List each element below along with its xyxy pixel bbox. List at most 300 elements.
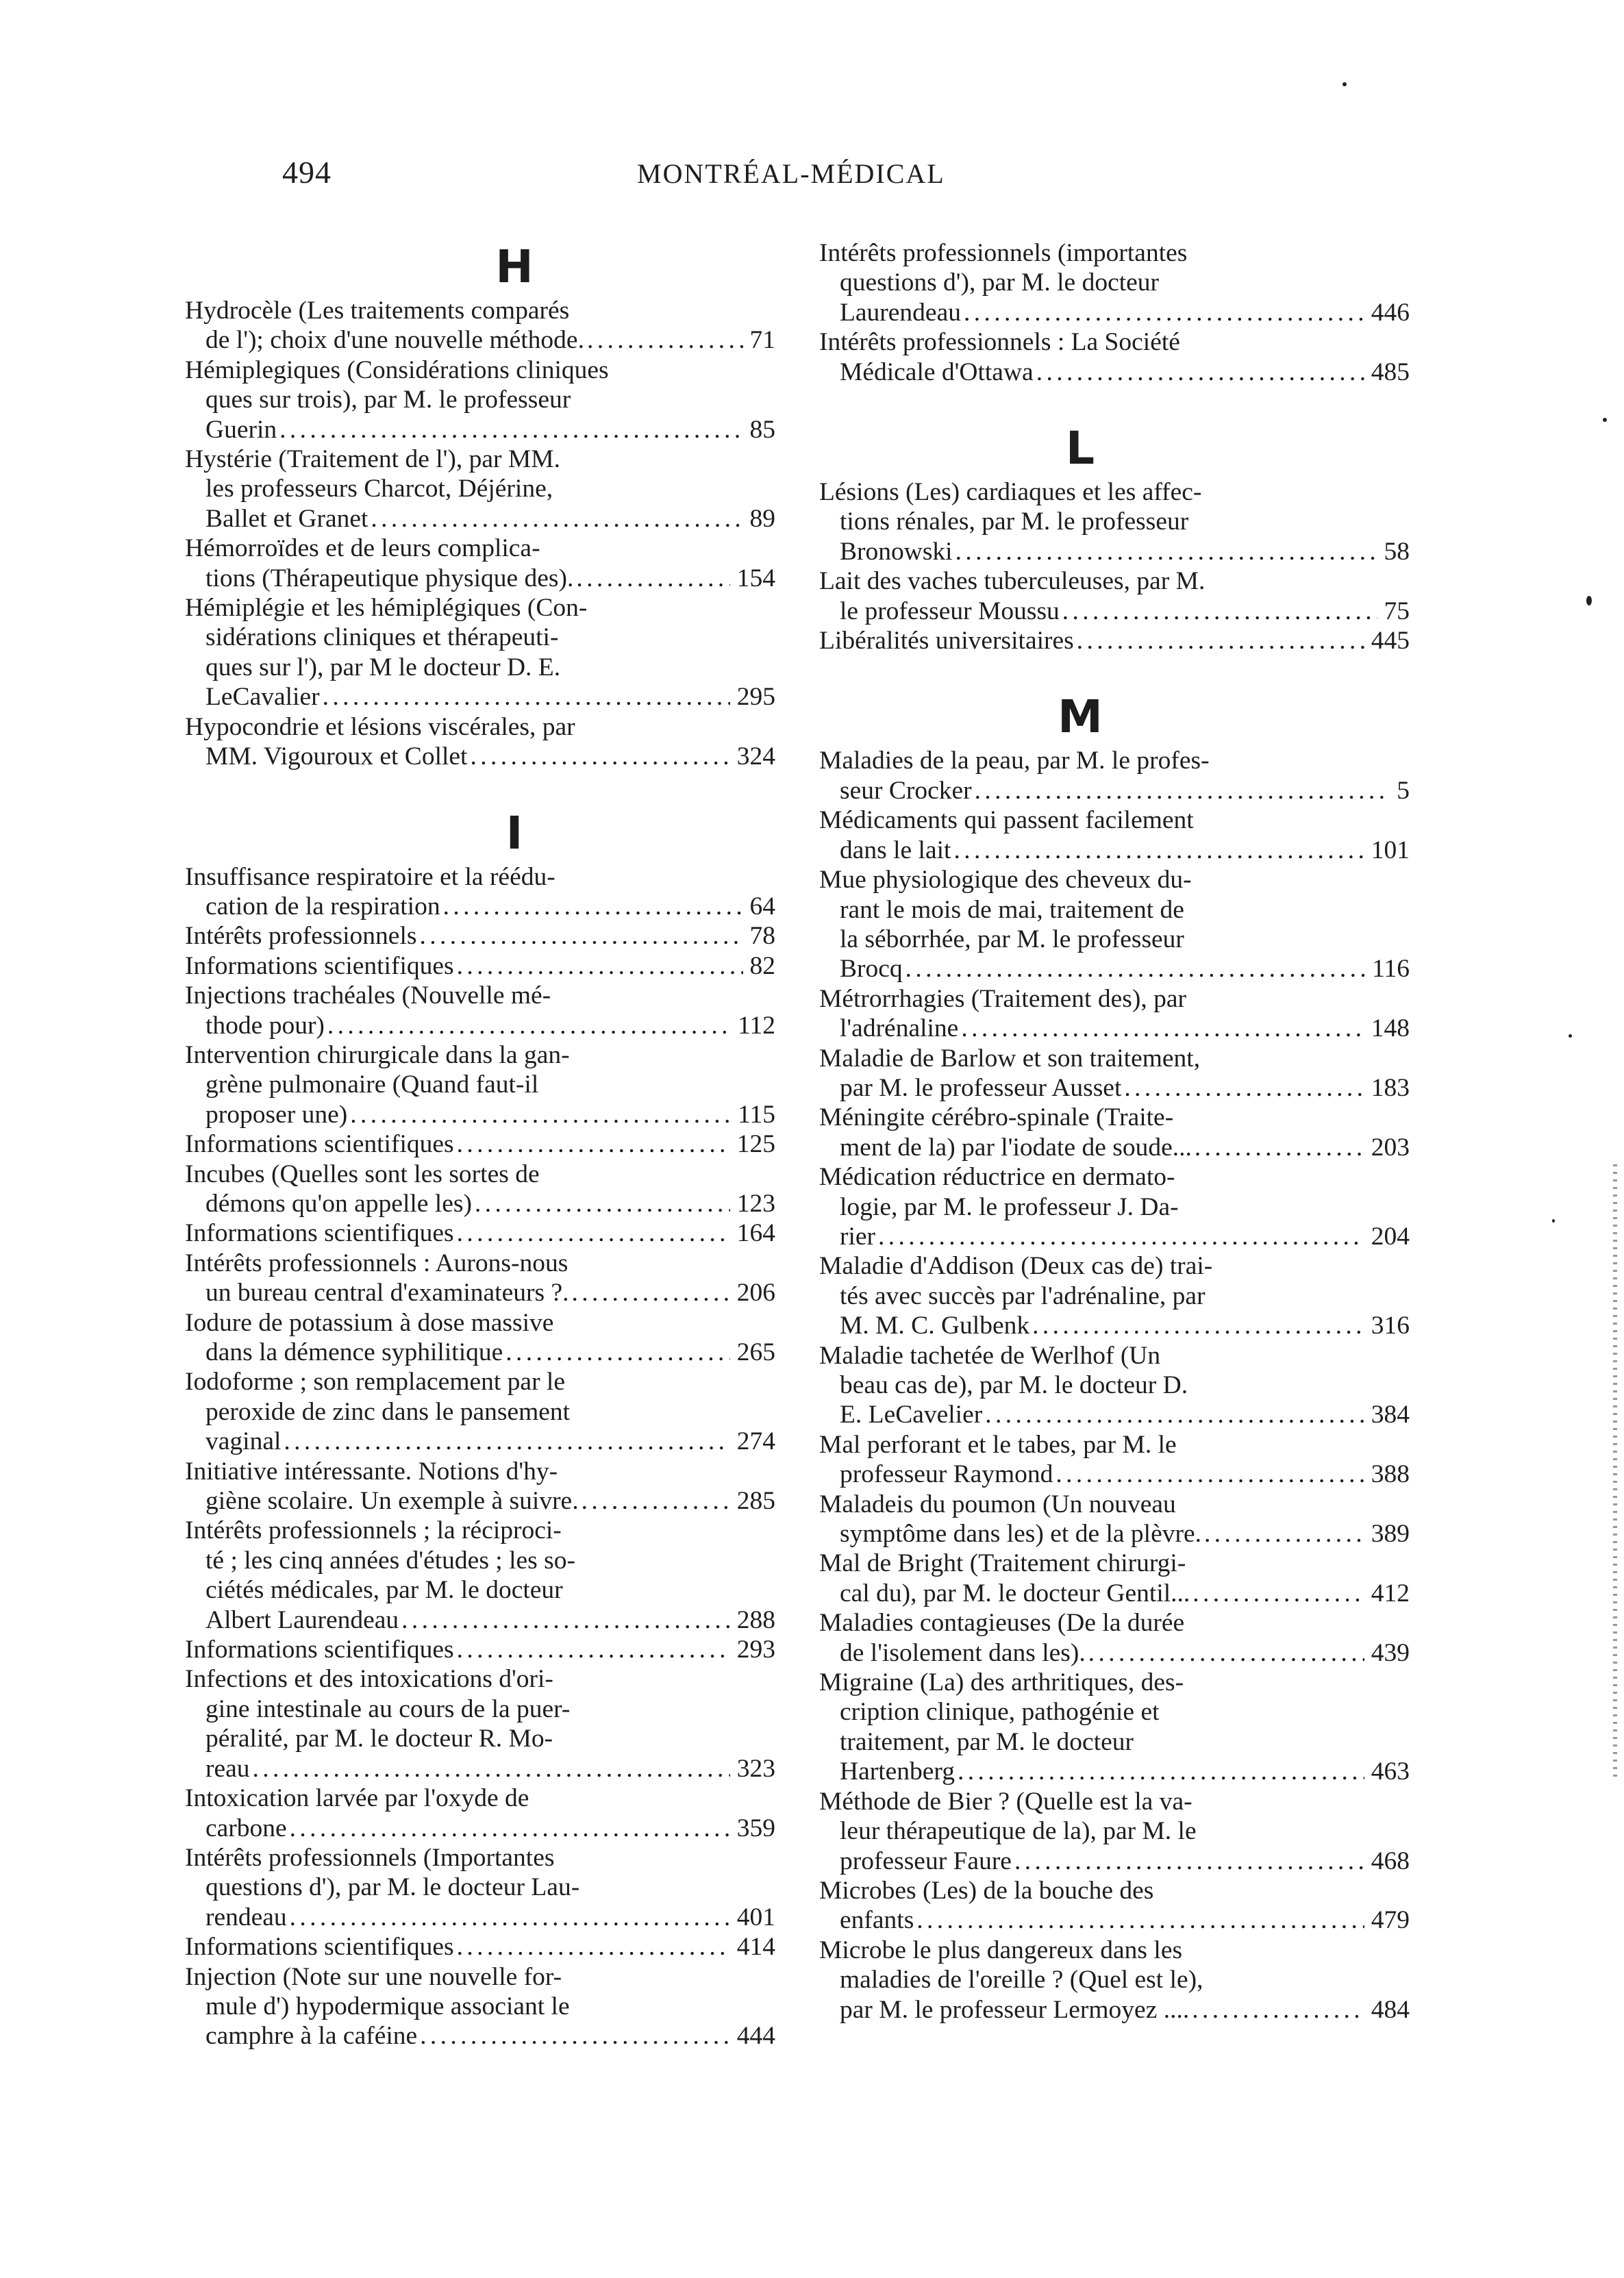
- entry-line: [185, 1516, 775, 1545]
- index-entry: [819, 746, 1410, 805]
- entry-text: E. LeCavelier: [840, 1401, 983, 1429]
- line-fill: [1192, 865, 1410, 894]
- leader-dots: [320, 682, 730, 712]
- index-entry: [185, 1843, 775, 1932]
- line-fill: [1205, 566, 1410, 596]
- entry-text: sidérations cliniques et thérapeuti-: [205, 623, 559, 652]
- entry-text: Intervention chirurgicale dans la gan-: [185, 1040, 570, 1069]
- leader-dots: [417, 2021, 730, 2051]
- entry-line: [185, 682, 775, 712]
- entry-line: [185, 1694, 775, 1724]
- entry-text: questions d'), par M. le docteur Lau-: [205, 1873, 580, 1902]
- index-entry: [185, 1516, 775, 1635]
- entry-line: [185, 1040, 775, 1070]
- entry-text: enfants: [840, 1906, 914, 1935]
- line-fill: [540, 1160, 775, 1189]
- scan-speck: [1586, 596, 1592, 605]
- entry-text: reau: [205, 1754, 250, 1783]
- entry-page-number: 64: [749, 892, 775, 921]
- index-entry: [185, 1932, 775, 1962]
- entry-line: [185, 593, 775, 623]
- entry-line: [185, 1427, 775, 1456]
- entry-line: [819, 1251, 1410, 1281]
- line-fill: [568, 1249, 775, 1278]
- entry-line: [185, 1546, 775, 1575]
- entry-text: dans la démence syphilitique: [205, 1338, 503, 1366]
- entry-line: [819, 1787, 1410, 1816]
- index-entry: [185, 712, 775, 772]
- entry-page-number: 479: [1371, 1906, 1410, 1935]
- entry-page-number: 125: [736, 1130, 775, 1159]
- entry-text: Médicaments qui passent facilement: [819, 806, 1194, 835]
- entry-text: Maladies contagieuses (De la durée: [819, 1609, 1185, 1638]
- line-fill: [1153, 1876, 1410, 1905]
- entry-text: Informations scientifiques: [185, 1933, 454, 1962]
- entry-line: [185, 415, 775, 445]
- entry-line: [819, 1103, 1410, 1132]
- entry-line: [819, 746, 1410, 775]
- entry-line: [185, 1754, 775, 1783]
- entry-line: [819, 984, 1410, 1014]
- entry-line: [819, 1222, 1410, 1251]
- line-fill: [1160, 1697, 1410, 1727]
- index-entry: [819, 805, 1410, 865]
- leader-dots: [325, 1011, 731, 1040]
- entry-line: [185, 623, 775, 652]
- entry-text: mule d') hypodermique associant le: [205, 1992, 570, 2020]
- line-fill: [1175, 1162, 1410, 1192]
- section-letter-l: L: [1065, 422, 1095, 475]
- entry-text: cription clinique, pathogénie et: [840, 1698, 1160, 1727]
- entry-page-number: 323: [736, 1754, 775, 1783]
- entry-text: Maladie de Barlow et son traitement,: [819, 1044, 1201, 1073]
- line-fill: [1194, 805, 1410, 835]
- entry-page-number: 164: [736, 1219, 775, 1248]
- entry-line: [819, 1757, 1410, 1786]
- entry-line: [185, 1962, 775, 1992]
- entry-line: [185, 742, 775, 771]
- entry-line: [819, 1192, 1410, 1222]
- entry-line: [819, 507, 1410, 536]
- line-fill: [570, 1397, 775, 1427]
- entry-line: [819, 566, 1410, 596]
- entry-line: [819, 1341, 1410, 1370]
- line-fill: [1188, 1370, 1410, 1400]
- index-entry: [185, 1249, 775, 1308]
- entry-text: Microbe le plus dangereux dans les: [819, 1936, 1183, 1964]
- entry-line: [185, 325, 775, 355]
- entry-page-number: 274: [736, 1427, 775, 1456]
- entry-text: Mue physiologique des cheveux du-: [819, 866, 1192, 894]
- leader-dots: [368, 504, 742, 534]
- entry-line: [185, 1457, 775, 1486]
- line-fill: [553, 474, 775, 503]
- entry-line: [185, 1249, 775, 1278]
- entry-page-number: 82: [749, 951, 775, 980]
- entry-text: Ballet et Granet: [205, 504, 368, 533]
- section-letter-m: M: [1058, 690, 1103, 744]
- leader-dots: [287, 1903, 730, 1932]
- entry-line: [185, 1992, 775, 2021]
- entry-line: [819, 776, 1410, 805]
- entry-line: [185, 1903, 775, 1932]
- entry-text: leur thérapeutique de la), par M. le: [840, 1817, 1197, 1846]
- entry-line: [819, 597, 1410, 626]
- index-entry: [819, 1787, 1410, 1876]
- index-entry: [185, 1635, 775, 1664]
- entry-text: Brocq: [840, 955, 903, 984]
- entry-line: [819, 1876, 1410, 1905]
- entry-text: Intoxication larvée par l'oxyde de: [185, 1784, 529, 1813]
- entry-text: Informations scientifiques: [185, 1219, 454, 1248]
- entry-text: cation de la respiration: [205, 892, 440, 921]
- entry-text: Hypocondrie et lésions viscérales, par: [185, 712, 575, 741]
- entry-text: Méthode de Bier ? (Quelle est la va-: [819, 1787, 1192, 1816]
- leader-dots: [955, 1757, 1364, 1786]
- entry-line: [185, 1397, 775, 1427]
- entry-line: [185, 862, 775, 892]
- leader-dots: [982, 1400, 1364, 1429]
- entry-text: la séborrhée, par M. le professeur: [840, 925, 1184, 953]
- index-entry: [185, 296, 775, 355]
- entry-text: Albert Laurendeau: [205, 1605, 399, 1634]
- line-fill: [1186, 984, 1410, 1014]
- entry-line: [185, 1278, 775, 1307]
- line-fill: [571, 385, 775, 414]
- entry-page-number: 401: [736, 1903, 775, 1931]
- index-entry: [819, 1876, 1410, 1936]
- index-entry: [819, 1430, 1410, 1490]
- line-fill: [575, 1546, 775, 1575]
- entry-text: par M. le professeur Ausset: [840, 1073, 1122, 1102]
- line-fill: [1197, 1816, 1410, 1846]
- entry-line: [819, 1936, 1410, 1965]
- line-fill: [1184, 1608, 1410, 1638]
- entry-text: ques sur trois), par M. le professeur: [205, 386, 571, 414]
- line-fill: [1176, 1490, 1410, 1519]
- leader-dots: [1192, 1133, 1364, 1162]
- entry-text: les professeurs Charcot, Déjérine,: [205, 475, 553, 503]
- index-entry: [819, 865, 1410, 984]
- index-entry: [185, 1160, 775, 1219]
- line-fill: [1205, 1281, 1410, 1311]
- line-fill: [560, 445, 775, 474]
- index-entry: [819, 1668, 1410, 1787]
- entry-text: giène scolaire. Un exemple à suivre.: [205, 1487, 579, 1516]
- entry-text: Intérêts professionnels : Aurons-nous: [185, 1249, 569, 1277]
- line-fill: [1134, 1727, 1410, 1757]
- entry-line: [819, 1549, 1410, 1578]
- entry-text: Hystérie (Traitement de l'), par MM.: [185, 445, 560, 474]
- entry-line: [819, 1490, 1410, 1519]
- entry-page-number: 388: [1371, 1460, 1410, 1489]
- entry-page-number: 412: [1371, 1579, 1410, 1607]
- entry-line: [185, 1724, 775, 1753]
- line-fill: [1186, 1549, 1410, 1578]
- entry-text: beau cas de), par M. le docteur D.: [840, 1371, 1188, 1399]
- leader-dots: [914, 1905, 1364, 1935]
- line-fill: [1184, 895, 1410, 925]
- line-fill: [540, 534, 775, 563]
- scan-speck: [1569, 1034, 1572, 1038]
- entry-text: Médication réductrice en dermato-: [819, 1163, 1175, 1192]
- entry-line: [819, 1400, 1410, 1429]
- line-fill: [570, 1040, 775, 1070]
- entry-page-number: 316: [1371, 1312, 1410, 1340]
- line-fill: [587, 593, 775, 623]
- entry-line: [819, 1460, 1410, 1489]
- entry-text: Maladeis du poumon (Un nouveau: [819, 1490, 1176, 1518]
- leader-dots: [961, 298, 1364, 327]
- entry-page-number: 463: [1371, 1757, 1410, 1786]
- line-fill: [562, 1962, 775, 1992]
- entry-text: logie, par M. le professeur J. Da-: [840, 1192, 1179, 1221]
- index-entry: [185, 355, 775, 445]
- entry-line: [185, 1783, 775, 1813]
- entry-text: démons qu'on appelle les): [205, 1189, 472, 1218]
- entry-line: [185, 296, 775, 325]
- entry-text: Médicale d'Ottawa: [840, 358, 1034, 386]
- index-entry: [185, 1040, 775, 1129]
- entry-text: Maladie d'Addison (Deux cas de) trai-: [819, 1252, 1213, 1281]
- entry-text: Lait des vaches tuberculeuses, par M.: [819, 567, 1205, 596]
- entry-line: [185, 2021, 775, 2051]
- entry-line: [819, 477, 1410, 507]
- entry-line: [185, 981, 775, 1010]
- entry-text: carbone: [205, 1814, 287, 1842]
- entry-text: Migraine (La) des arthritiques, des-: [819, 1668, 1184, 1697]
- entry-text: camphre à la caféine: [205, 2022, 418, 2051]
- index-entry: [185, 1129, 775, 1159]
- entry-page-number: 101: [1371, 836, 1410, 864]
- line-fill: [1182, 1936, 1410, 1965]
- entry-text: professeur Faure: [840, 1847, 1012, 1875]
- index-entry: [819, 566, 1410, 626]
- scan-edge-noise: [1613, 1164, 1617, 1781]
- index-entry: [819, 1549, 1410, 1608]
- entry-text: tions (Thérapeutique physique des).: [205, 564, 574, 592]
- entry-line: [185, 1814, 775, 1843]
- line-fill: [1173, 1103, 1410, 1132]
- entry-text: Maladie tachetée de Werlhof (Un: [819, 1341, 1161, 1370]
- entry-text: Hémiplégie et les hémiplégiques (Con-: [185, 594, 588, 623]
- leader-dots: [953, 537, 1377, 566]
- entry-page-number: 148: [1371, 1014, 1410, 1043]
- leader-dots: [467, 742, 729, 771]
- entry-line: [819, 1608, 1410, 1638]
- entry-line: [185, 1189, 775, 1218]
- leader-dots: [440, 892, 743, 921]
- index-entry: [185, 862, 775, 922]
- entry-page-number: 384: [1371, 1401, 1410, 1429]
- entry-text: Microbes (Les) de la bouche des: [819, 1876, 1154, 1905]
- entry-line: [185, 1486, 775, 1516]
- line-fill: [553, 1724, 775, 1753]
- line-fill: [1203, 1965, 1410, 1994]
- entry-page-number: 445: [1371, 627, 1410, 655]
- entry-line: [819, 1073, 1410, 1103]
- entry-line: [185, 1575, 775, 1605]
- entry-page-number: 439: [1371, 1638, 1410, 1667]
- entry-text: Métrorrhagies (Traitement des), par: [819, 984, 1186, 1013]
- entry-page-number: 444: [736, 2022, 775, 2051]
- line-fill: [609, 355, 775, 385]
- entry-text: Libéralités universitaires: [819, 627, 1074, 655]
- entry-line: [819, 358, 1410, 387]
- entry-text: Incubes (Quelles sont les sortes de: [185, 1160, 540, 1188]
- entry-page-number: 58: [1384, 537, 1410, 566]
- entry-page-number: 293: [736, 1636, 775, 1664]
- line-fill: [555, 862, 775, 892]
- running-head: MONTRÉAL-MÉDICAL: [637, 158, 945, 189]
- leader-dots: [1189, 1995, 1364, 2025]
- index-entry: [819, 238, 1410, 327]
- leader-dots: [1190, 1579, 1364, 1608]
- leader-dots: [454, 1218, 730, 1248]
- entry-line: [819, 1519, 1410, 1549]
- entry-line: [819, 1905, 1410, 1935]
- leader-dots: [503, 1338, 729, 1367]
- line-fill: [554, 1843, 775, 1873]
- entry-line: [819, 1162, 1410, 1192]
- section-letter-h: H: [495, 240, 534, 293]
- index-entry: [185, 593, 775, 712]
- index-entry: [819, 1936, 1410, 2025]
- leader-dots: [1074, 626, 1364, 655]
- entry-line: [819, 1281, 1410, 1311]
- index-entry: [185, 921, 775, 951]
- entry-line: [819, 954, 1410, 984]
- leader-dots: [454, 951, 743, 981]
- entry-line: [185, 653, 775, 682]
- entry-line: [185, 892, 775, 921]
- entry-text: Iodure de potassium à dose massive: [185, 1308, 554, 1337]
- entry-line: [819, 895, 1410, 925]
- entry-text: tions rénales, par M. le professeur: [840, 508, 1189, 536]
- entry-text: Insuffisance respiratoire et la réédu-: [185, 862, 555, 891]
- index-entry: [185, 1367, 775, 1456]
- entry-page-number: 75: [1384, 597, 1410, 625]
- index-entry: [185, 445, 775, 534]
- entry-line: [185, 1308, 775, 1338]
- leader-dots: [1029, 1311, 1364, 1340]
- index-entry: [819, 1490, 1410, 1549]
- line-fill: [1200, 1044, 1410, 1073]
- line-fill: [569, 296, 775, 325]
- line-fill: [551, 981, 775, 1010]
- entry-line: [819, 1579, 1410, 1608]
- entry-page-number: 484: [1371, 1995, 1410, 2024]
- section-letter-i: I: [505, 806, 523, 860]
- entry-text: Méningite cérébro-spinale (Traite-: [819, 1103, 1174, 1132]
- entry-text: proposer une): [205, 1100, 348, 1129]
- line-fill: [562, 1516, 775, 1545]
- entry-page-number: 183: [1371, 1073, 1410, 1102]
- entry-text: Informations scientifiques: [185, 1636, 454, 1664]
- scan-speck: [1342, 82, 1347, 86]
- index-entry: [185, 1457, 775, 1516]
- entry-line: [819, 1044, 1410, 1073]
- entry-page-number: 324: [736, 742, 775, 771]
- entry-line: [185, 385, 775, 414]
- entry-text: Mal de Bright (Traitement chirurgi-: [819, 1549, 1186, 1578]
- entry-text: té ; les cinq années d'études ; les so-: [205, 1546, 575, 1575]
- entry-text: l'adrénaline: [840, 1014, 959, 1043]
- entry-line: [185, 712, 775, 742]
- index-entry: [819, 626, 1410, 655]
- line-fill: [553, 1308, 775, 1338]
- entry-text: ciétés médicales, par M. le docteur: [205, 1576, 563, 1605]
- entry-line: [819, 1697, 1410, 1727]
- entry-page-number: 389: [1371, 1520, 1410, 1549]
- line-fill: [565, 1367, 775, 1397]
- entry-text: Hémorroïdes et de leurs complica-: [185, 534, 540, 563]
- entry-text: traitement, par M. le docteur: [840, 1727, 1134, 1756]
- index-entry: [819, 1162, 1410, 1251]
- entry-page-number: 112: [738, 1011, 775, 1040]
- entry-text: Injections trachéales (Nouvelle mé-: [185, 981, 551, 1010]
- line-fill: [1179, 1192, 1410, 1222]
- line-fill: [579, 1873, 775, 1902]
- entry-text: maladies de l'oreille ? (Quel est le),: [840, 1966, 1203, 1994]
- line-fill: [529, 1783, 775, 1813]
- entry-line: [185, 1129, 775, 1159]
- entry-page-number: 116: [1372, 955, 1410, 984]
- entry-text: Intérêts professionnels ; la réciproci-: [185, 1516, 562, 1545]
- line-fill: [1177, 1430, 1410, 1460]
- entry-page-number: 485: [1371, 358, 1410, 386]
- entry-text: tés avec succès par l'adrénaline, par: [840, 1281, 1205, 1310]
- leader-dots: [579, 1486, 730, 1516]
- index-entry: [185, 534, 775, 593]
- index-entry: [185, 1218, 775, 1248]
- entry-line: [819, 1014, 1410, 1043]
- entry-text: Intérêts professionnels (Importantes: [185, 1843, 555, 1872]
- entry-line: [185, 504, 775, 534]
- entry-page-number: 203: [1371, 1133, 1410, 1162]
- page-number: 494: [282, 155, 332, 190]
- entry-text: professeur Raymond: [840, 1460, 1053, 1489]
- entry-text: par M. le professeur Lermoyez ....: [840, 1995, 1190, 2024]
- entry-text: vaginal: [205, 1427, 282, 1456]
- scan-speck: [1552, 1219, 1555, 1223]
- leader-dots: [875, 1222, 1364, 1251]
- entry-page-number: 204: [1371, 1222, 1410, 1251]
- index-entry: [819, 1251, 1410, 1340]
- entry-text: cal du), par M. le docteur Gentil...: [840, 1579, 1190, 1607]
- entry-line: [185, 1843, 775, 1873]
- leader-dots: [1012, 1847, 1364, 1876]
- entry-text: Informations scientifiques: [185, 951, 454, 980]
- entry-text: MM. Vigouroux et Collet: [205, 742, 468, 771]
- line-fill: [553, 1664, 775, 1694]
- entry-text: Iodoforme ; son remplacement par le: [185, 1368, 565, 1397]
- entry-line: [185, 355, 775, 385]
- entry-line: [185, 534, 775, 563]
- entry-page-number: 71: [749, 326, 775, 355]
- entry-line: [819, 626, 1410, 655]
- entry-text: Mal perforant et le tabes, par M. le: [819, 1430, 1177, 1459]
- leader-dots: [903, 954, 1365, 984]
- entry-text: Laurendeau: [840, 298, 961, 327]
- entry-line: [819, 1847, 1410, 1876]
- entry-line: [819, 1430, 1410, 1460]
- leader-dots: [454, 1932, 730, 1962]
- entry-line: [185, 921, 775, 951]
- line-fill: [1184, 925, 1410, 954]
- entry-text: rier: [840, 1222, 876, 1251]
- leader-dots: [1086, 1638, 1364, 1668]
